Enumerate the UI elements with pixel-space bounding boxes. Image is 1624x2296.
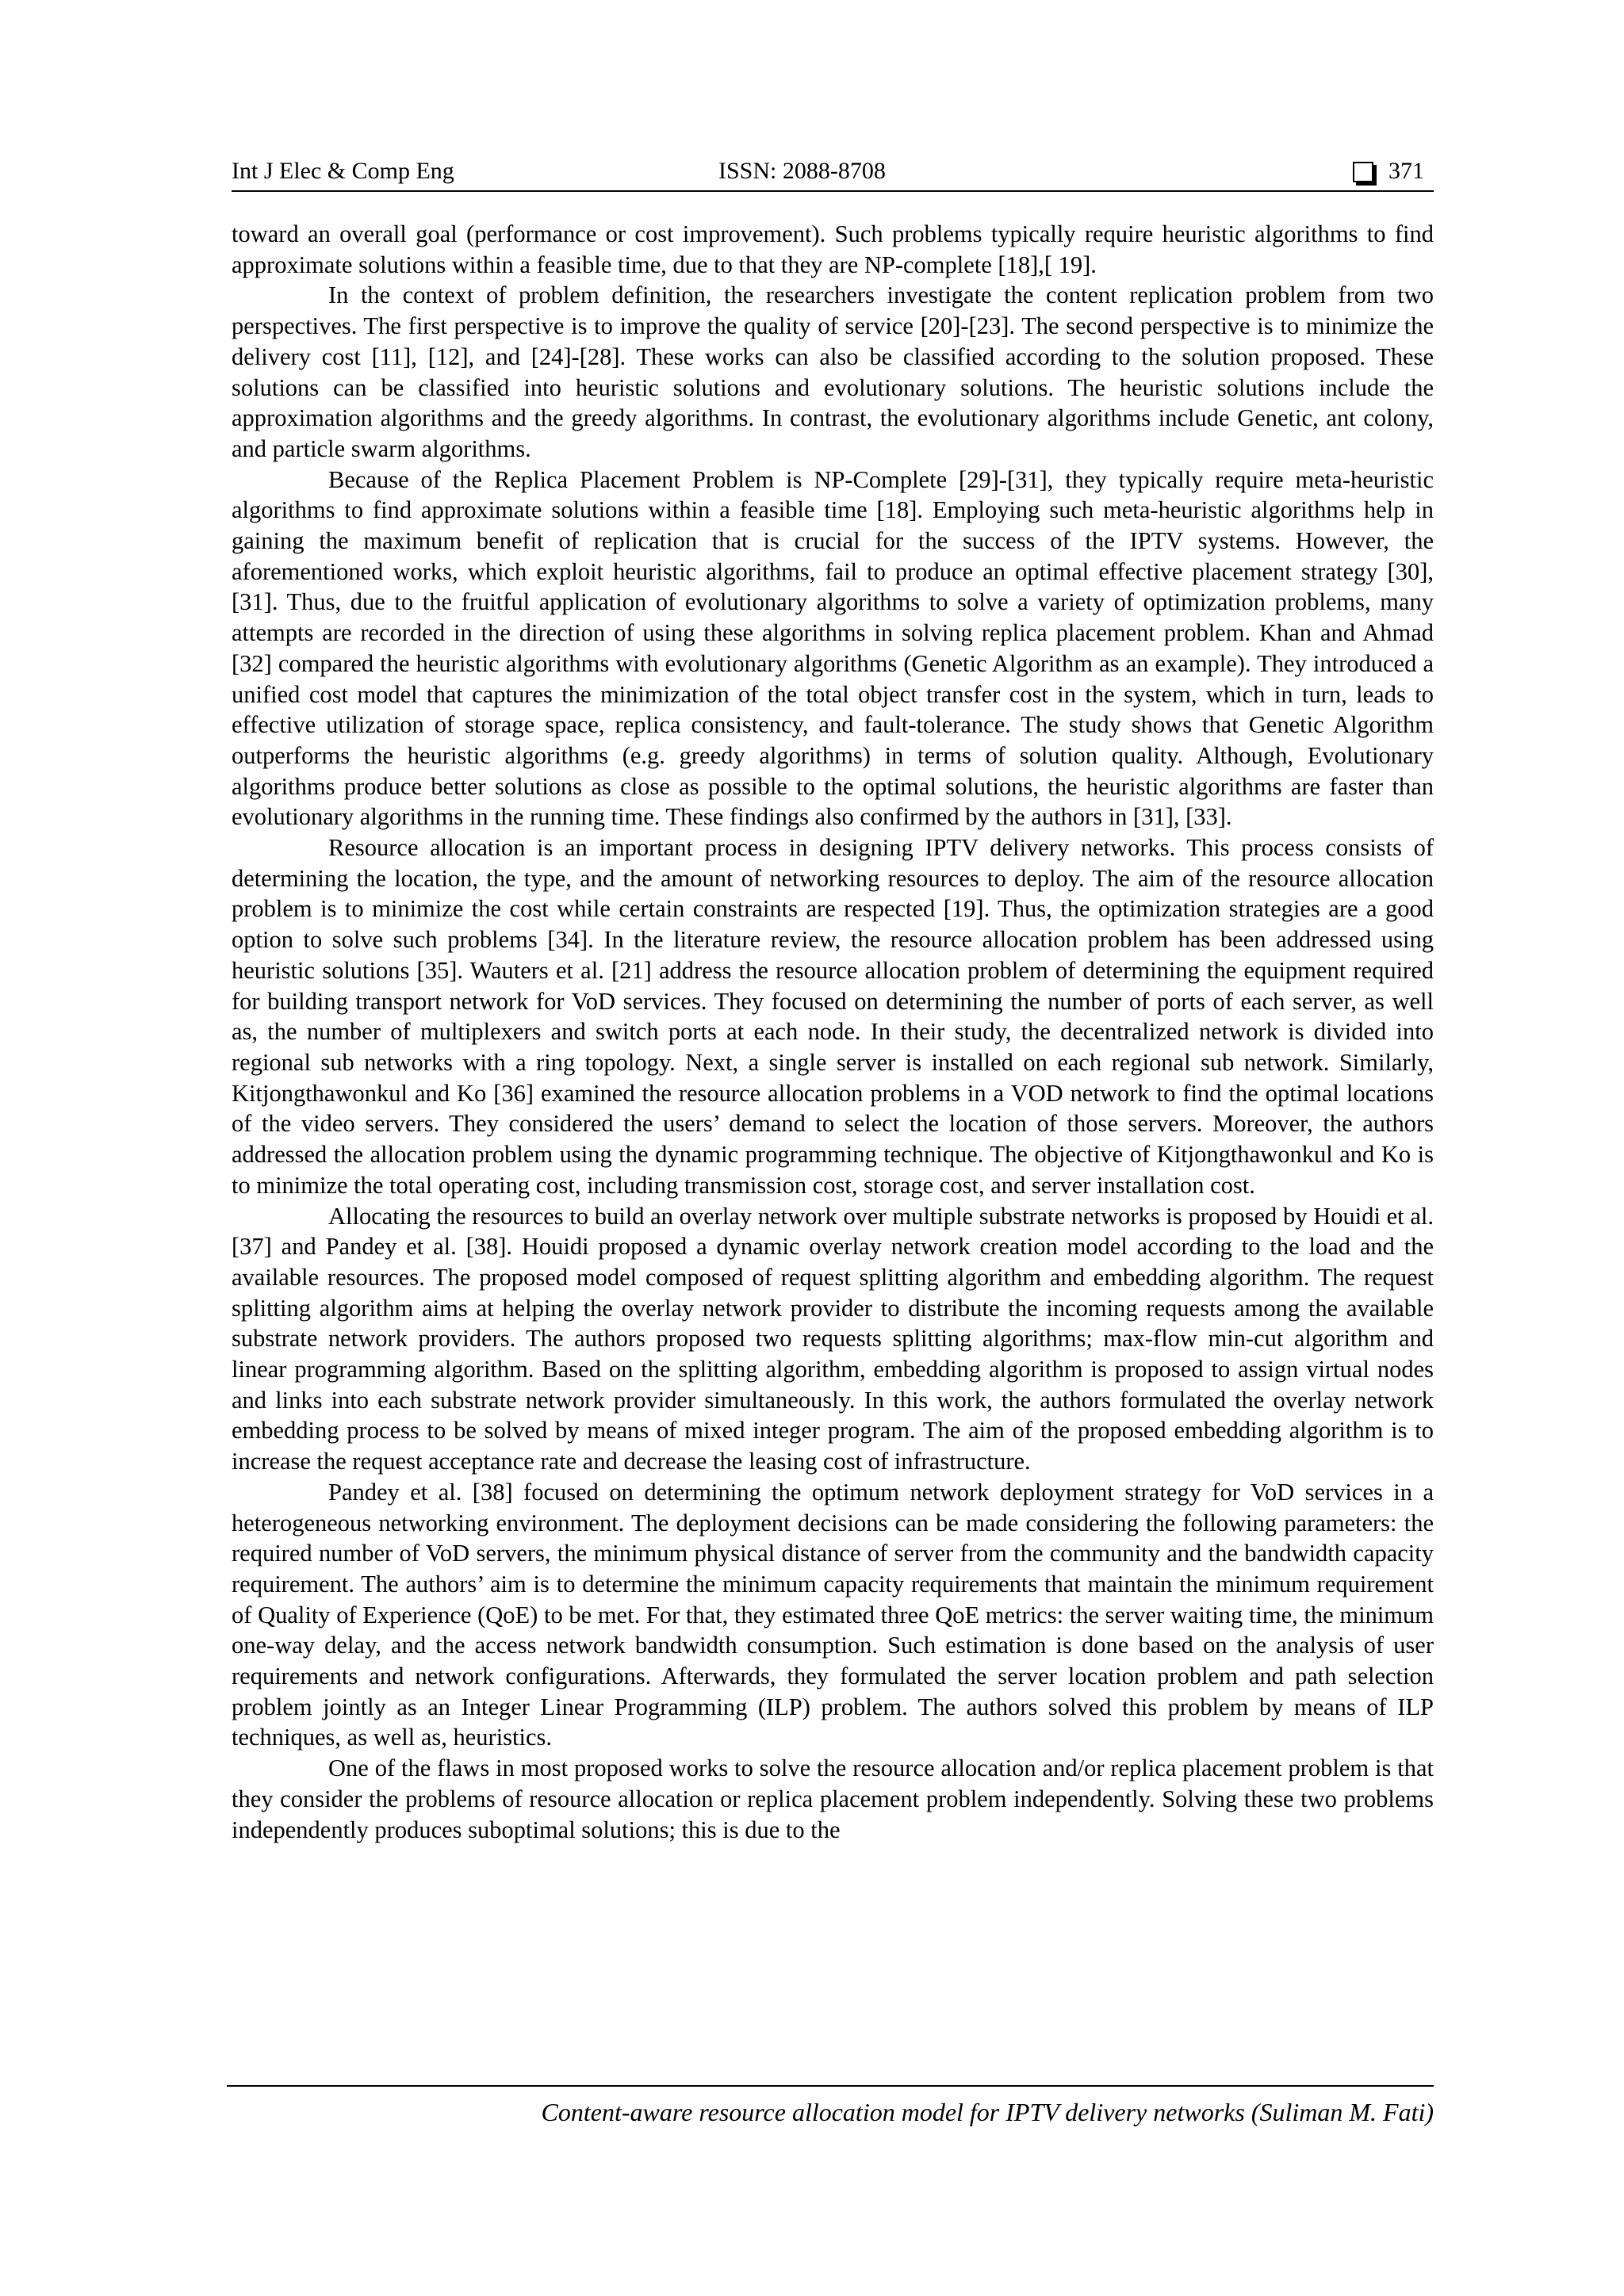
paragraph-3: Because of the Replica Placement Problem is NP-Complete [29]-[31], they typically require meta-heuristic algorithms to find approximate solutions within a feasible time [18]. Employing such meta-heuristic algorithms help in gaining the maximum benefit of replication that is crucial for the success of the IPTV systems. However, the aforementioned works, which exploit heuristic algorithms, fail to produce an optimal effective placement strategy [30], [31]. Thus, due to the fruitful application of evolutionary algorithms to solve a variety of optimization problems, many attempts are recorded in the direction of using these algorithms in solving replica placement problem. Khan and Ahmad [32] compared the heuristic algorithms with evolutionary algorithms (Genetic Algorithm as an example). They introduced a unified cost model that captures the minimization of the total object transfer cost in the system, which in turn, leads to effective utilization of storage space, replica consistency, and fault-tolerance. The study shows that Genetic Algorithm outperforms the heuristic algorithms (e.g. greedy algorithms) in terms of solution quality. Although, Evolutionary algorithms produce better solutions as close as possible to the optimal solutions, the heuristic algorithms are faster than evolutionary algorithms in the running time. These findings also confirmed by the authors in [31], [33]. [232,465,1434,831]
paragraph-5: Allocating the resources to build an overlay network over multiple substrate networks is proposed by Houidi et al. [37] and Pandey et al. [38]. Houidi proposed a dynamic overlay network creation model according to the load and the available resources. The proposed model composed of request splitting algorithm and embedding algorithm. The request splitting algorithm aims at helping the overlay network provider to distribute the incoming requests among the available substrate network providers. The authors proposed two requests splitting algorithms; max-flow min-cut algorithm and linear programming algorithm. Based on the splitting algorithm, embedding algorithm is proposed to assign virtual nodes and links into each substrate network provider simultaneously. In this work, the authors formulated the overlay network embedding process to be solved by means of mixed integer program. The aim of the proposed embedding algorithm is to increase the request acceptance rate and decrease the leasing cost of infrastructure. [232,1202,1434,1475]
journal-name: Int J Elec & Comp Eng [232,158,454,184]
running-header [232,155,1434,192]
paragraph-2: In the context of problem definition, the researchers investigate the content replication problem from two perspectives. The first perspective is to improve the quality of service [20]-[23]. The second perspective is to minimize the delivery cost [11], [12], and [24]-[28]. These works can also be classified according to the solution proposed. These solutions can be classified into heuristic solutions and evolutionary solutions. The heuristic solutions include the approximation algorithms and the greedy algorithms. In contrast, the evolutionary algorithms include Genetic, ant colony, and particle swarm algorithms. [232,281,1434,462]
paragraph-6: Pandey et al. [38] focused on determining the optimum network deployment strategy for VoD services in a heterogeneous networking environment. The deployment decisions can be made considering the following parameters: the required number of VoD servers, the minimum physical distance of server from the community and the bandwidth capacity requirement. The authors’ aim is to determine the minimum capacity requirements that maintain the minimum requirement of Quality of Experience (QoE) to be met. For that, they estimated three QoE metrics: the server waiting time, the minimum one-way delay, and the access network bandwidth consumption. Such estimation is done based on the analysis of user requirements and network configurations. Afterwards, they formulated the server location problem and path selection problem jointly as an Integer Linear Programming (ILP) problem. The authors solved this problem by means of ILP techniques, as well as, heuristics. [232,1478,1434,1751]
running-footer: Content-aware resource allocation model for IPTV delivery networks (Suliman M. Fati) [541,2098,1434,2126]
paragraph-7: One of the flaws in most proposed works to solve the resource allocation and/or replica placement problem is that they consider the problems of resource allocation or replica placement problem independently. Solving these two problems independently produces suboptimal solutions; this is due to the [232,1755,1434,1843]
footer-divider [227,2085,1434,2087]
page-number: 371 [1388,158,1424,184]
checkbox-icon [1353,162,1373,182]
issn: ISSN: 2088-8708 [718,158,886,184]
paragraph-4: Resource allocation is an important process in designing IPTV delivery networks. This process consists of determining the location, the type, and the amount of networking resources to deploy. The aim of the resource allocation problem is to minimize the cost while certain constraints are respected [19]. Thus, the optimization strategies are a good option to solve such problems [34]. In the literature review, the resource allocation problem has been addressed using heuristic solutions [35]. Wauters et al. [21] address the resource allocation problem of determining the equipment required for building transport network for VoD services. They focused on determining the number of ports of each server, as well as, the number of multiplexers and switch ports at each node. In their study, the decentralized network is divided into regional sub networks with a ring topology. Next, a single server is installed on each regional sub network. Similarly, Kitjongthawonkul and Ko [36] examined the resource allocation problems in a VOD network to find the optimal locations of the video servers. They considered the users’ demand to select the location of those servers. Moreover, the authors addressed the allocation problem using the dynamic programming technique. The objective of Kitjongthawonkul and Ko is to minimize the total operating cost, including transmission cost, storage cost, and server installation cost. [232,834,1434,1199]
body-text [232,219,1434,1845]
paragraph-1: toward an overall goal (performance or cost improvement). Such problems typically require heuristic algorithms to find approximate solutions within a feasible time, due to that they are NP-complete [18],[ 19]. [232,220,1434,278]
